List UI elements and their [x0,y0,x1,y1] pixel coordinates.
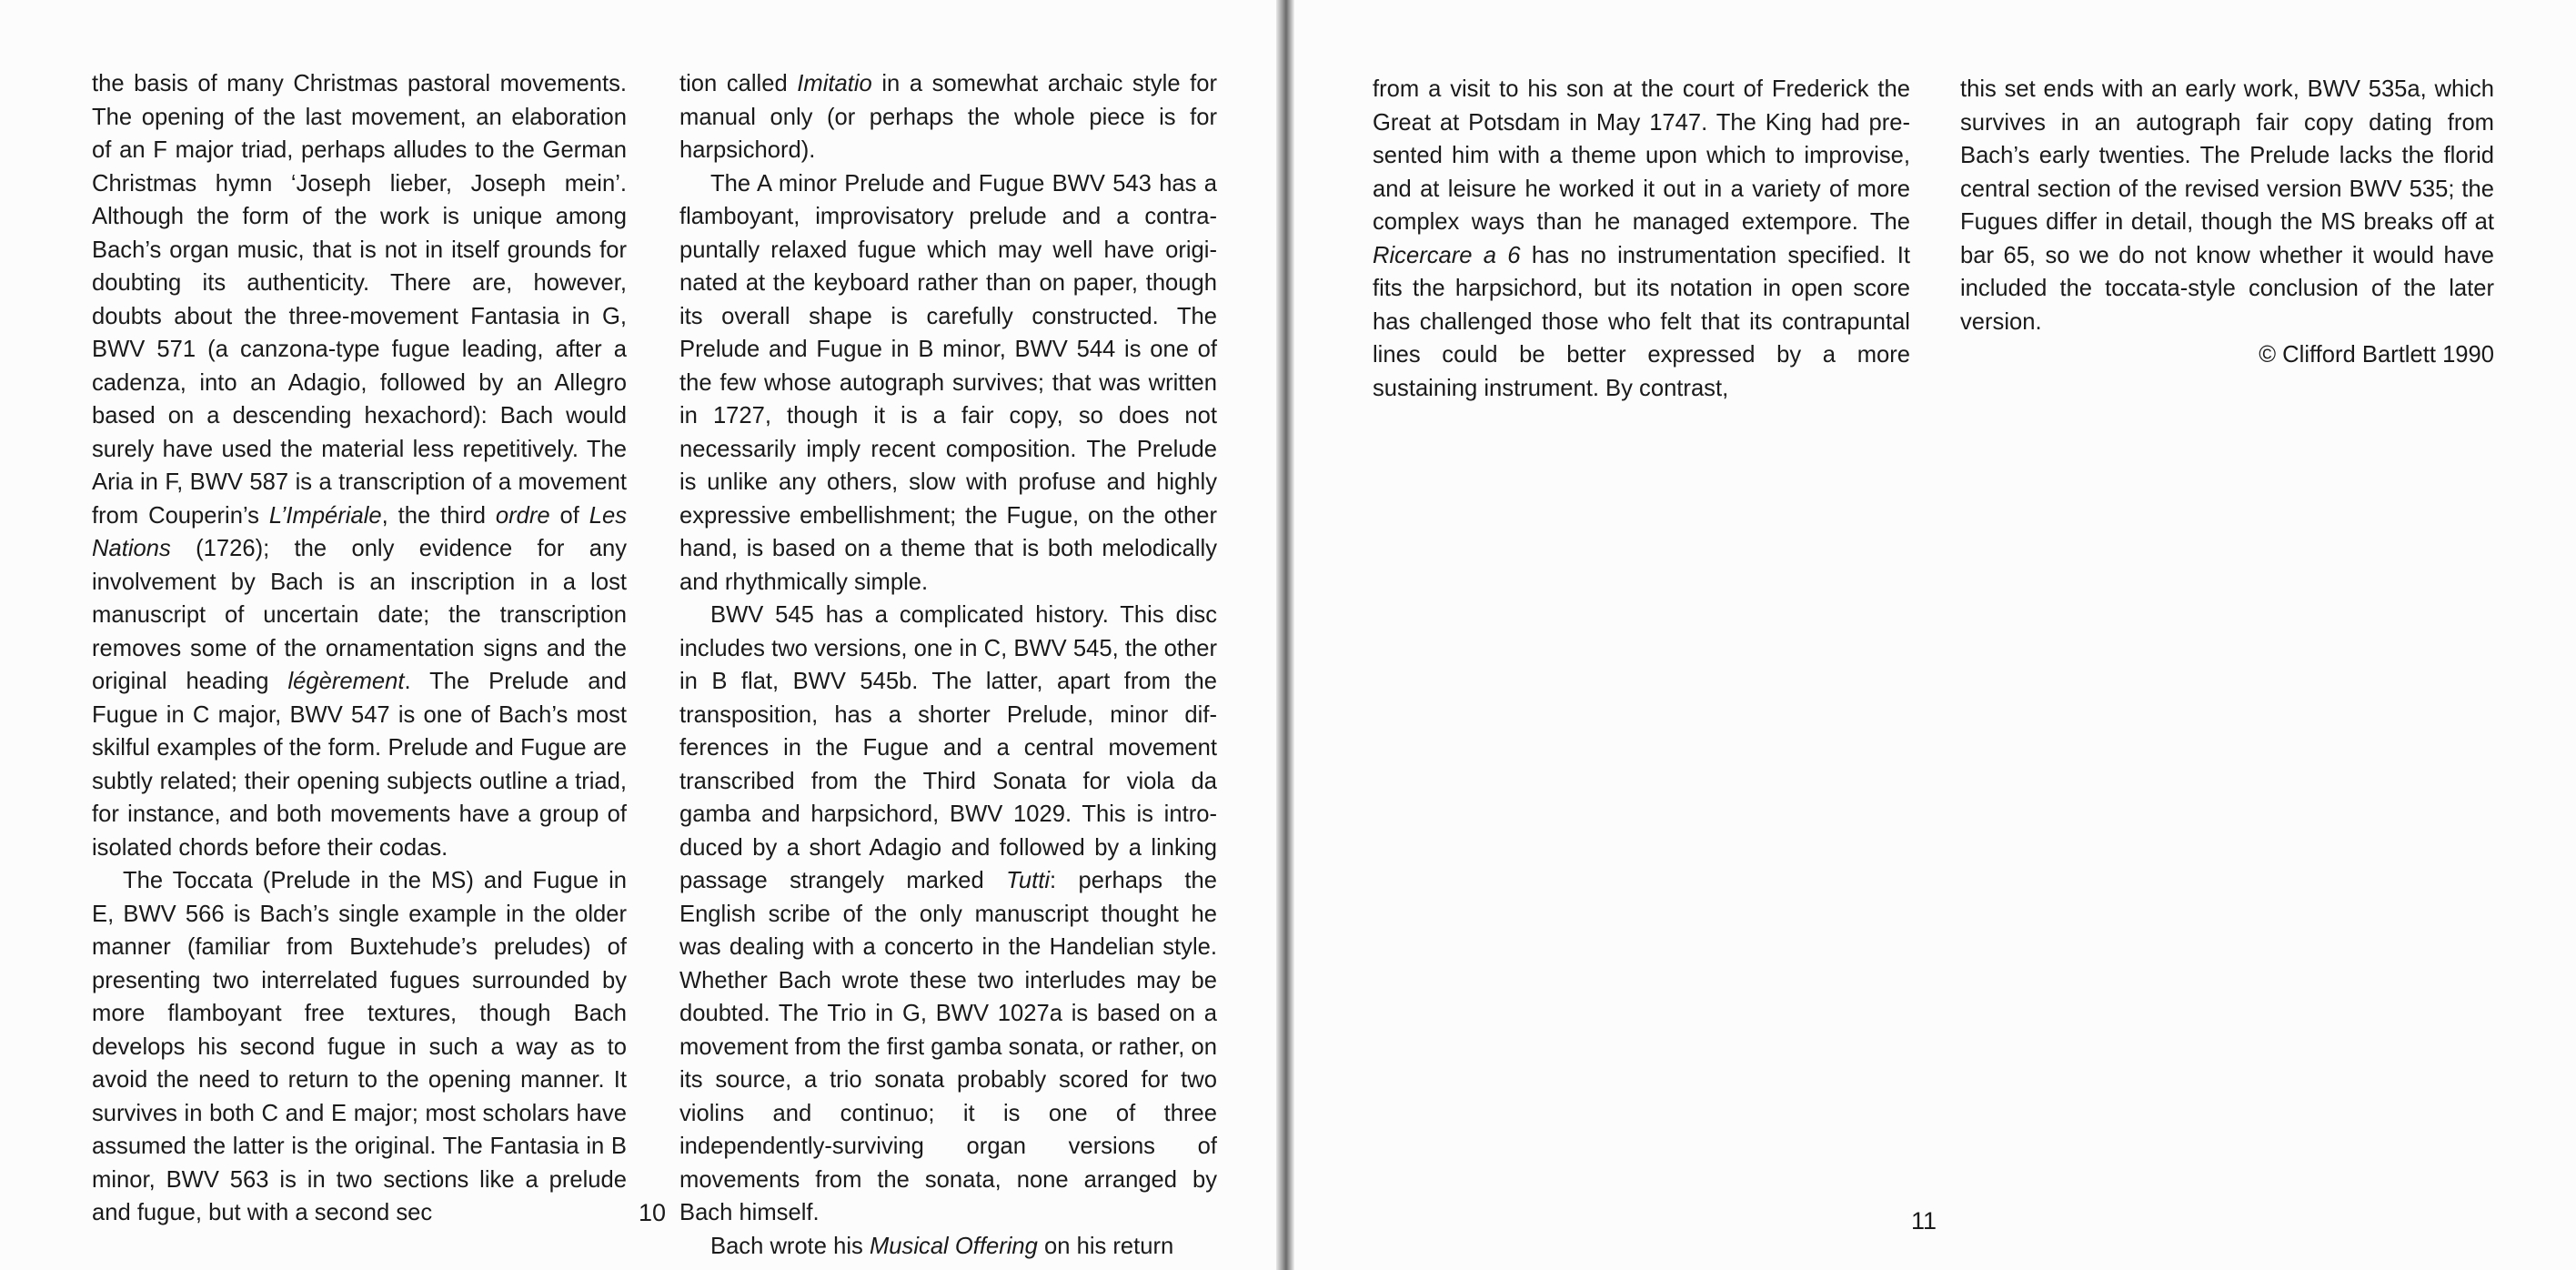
left-page-column-1 [92,67,627,1230]
page-number-left: 10 [639,1199,667,1226]
paragraph: The A minor Prelude and Fugue BWV 543 has a flamboyant, improvisatory prelude and a contrapuntally relaxed fugue which may well have originated at the keyboard rather than on paper, though its overall shape is carefully constructed. The Prelude and Fugue in B minor, BWV 544 is one of the few whose autograph survives; that was written in 1727, though it is a fair copy, so does not necessarily imply recent composition. The Prelude is unlike any others, slow with profuse and highly expressive embellishment; the Fugue, on the other hand, is based on a theme that is both melodically and rhythmically simple. [679,170,1217,595]
paragraph: Bach wrote his Musical Offering on his return [710,1233,1174,1259]
right-page-column-2 [1960,73,2494,372]
paragraph: BWV 545 has a complicated history. This disc includes two versions, one in C, BWV 545, the other in B flat, BWV 545b. The latter, apart from the transposition, has a shorter Prelude, minor differences in the Fugue and a central movement transcribed from the Third Sonata for viola da gamba and harpsichord, BWV 1029. This is introduced by a short Adagio and followed by a linking passage strangely marked Tutti: perhaps the English scribe of the only manuscript thought he was dealing with a concerto in the Handelian style. Whether Bach wrote these two interludes may be doubted. The Trio in G, BWV 1027a is based on a movement from the first gamba sonata, or rather, on its source, a trio sonata probably scored for two violins and continuo; it is one of three independently-surviving organ versions of movements from the sonata, none arranged by Bach himself. [679,602,1217,1225]
paragraph: from a visit to his son at the court of Frederick the Great at Potsdam in May 1747. The King had presented him with a theme upon which to improvise, and at leisure he worked it out in a variety of more complex ways than he managed extempore. The Ricercare a 6 has no instrumentation specified. It fits the harpsichord, but its notation in open score has challenged those who felt that its contrapuntal lines could be better expressed by a more sustaining instrument. By contrast, [1373,76,1910,401]
paragraph: tion called Imitatio in a somewhat archaic style for manual only (or perhaps the whole piece is for harpsichord). [679,71,1217,163]
paragraph: the basis of many Christmas pastoral movements. The opening of the last movement, an elaboration of an F major triad, perhaps alludes to the German Christmas hymn ‘Joseph lieber, Joseph mein’. Although the form of the work is unique among Bach’s organ music, that is not in itself grounds for doubting its authenticity. There are, however, doubts about the three-movement Fantasia in G, BWV 571 (a canzona-type fugue leading, after a cadenza, into an Adagio, followed by an Allegro based on a descending hexachord): Bach would surely have used the material less repetitively. The Aria in F, BWV 587 is a transcription of a movement from Couperin’s L’Impériale, the third ordre of Les Nations (1726); the only evidence for any involvement by Bach is an inscription in a lost manuscript of uncertain date; the transcription removes some of the ornamentation signs and the original heading légèrement. The Prelude and Fugue in C major, BWV 547 is one of Bach’s most skilful examples of the form. Prelude and Fugue are subtly related; their opening subjects outline a triad, for instance, and both movements have a group of isolated chords before their codas. [92,71,628,861]
book-gutter [1276,0,1294,1270]
page-number-right: 11 [1911,1207,1937,1235]
left-page-column-2 [679,67,1217,1263]
paragraph: this set ends with an early work, BWV 535a, which survives in an autograph fair copy dating from Bach’s early twenties. The Prelude lacks the florid central section of the revised version BWV 535; the Fugues differ in detail, though the MS breaks off at bar 65, so we do not know whether it would have included the toccata-style conclusion of the later version. [1960,76,2494,335]
paragraph: The Toccata (Prelude in the MS) and Fugue in E, BWV 566 is Bach’s single example in the older manner (familiar from Buxtehude’s preludes) of presenting two interrelated fugues surrounded by more flamboyant free textures, though Bach develops his second fugue in such a way as to avoid the need to return to the opening manner. It survives in both C and E major; most scholars have assumed the latter is the original. The Fantasia in B minor, BWV 563 is in two sections like a prelude and fugue, but with a second sec [92,868,627,1225]
copyright-credit: © Clifford Bartlett 1990 [2259,342,2494,368]
right-page-column-1 [1373,73,1910,405]
